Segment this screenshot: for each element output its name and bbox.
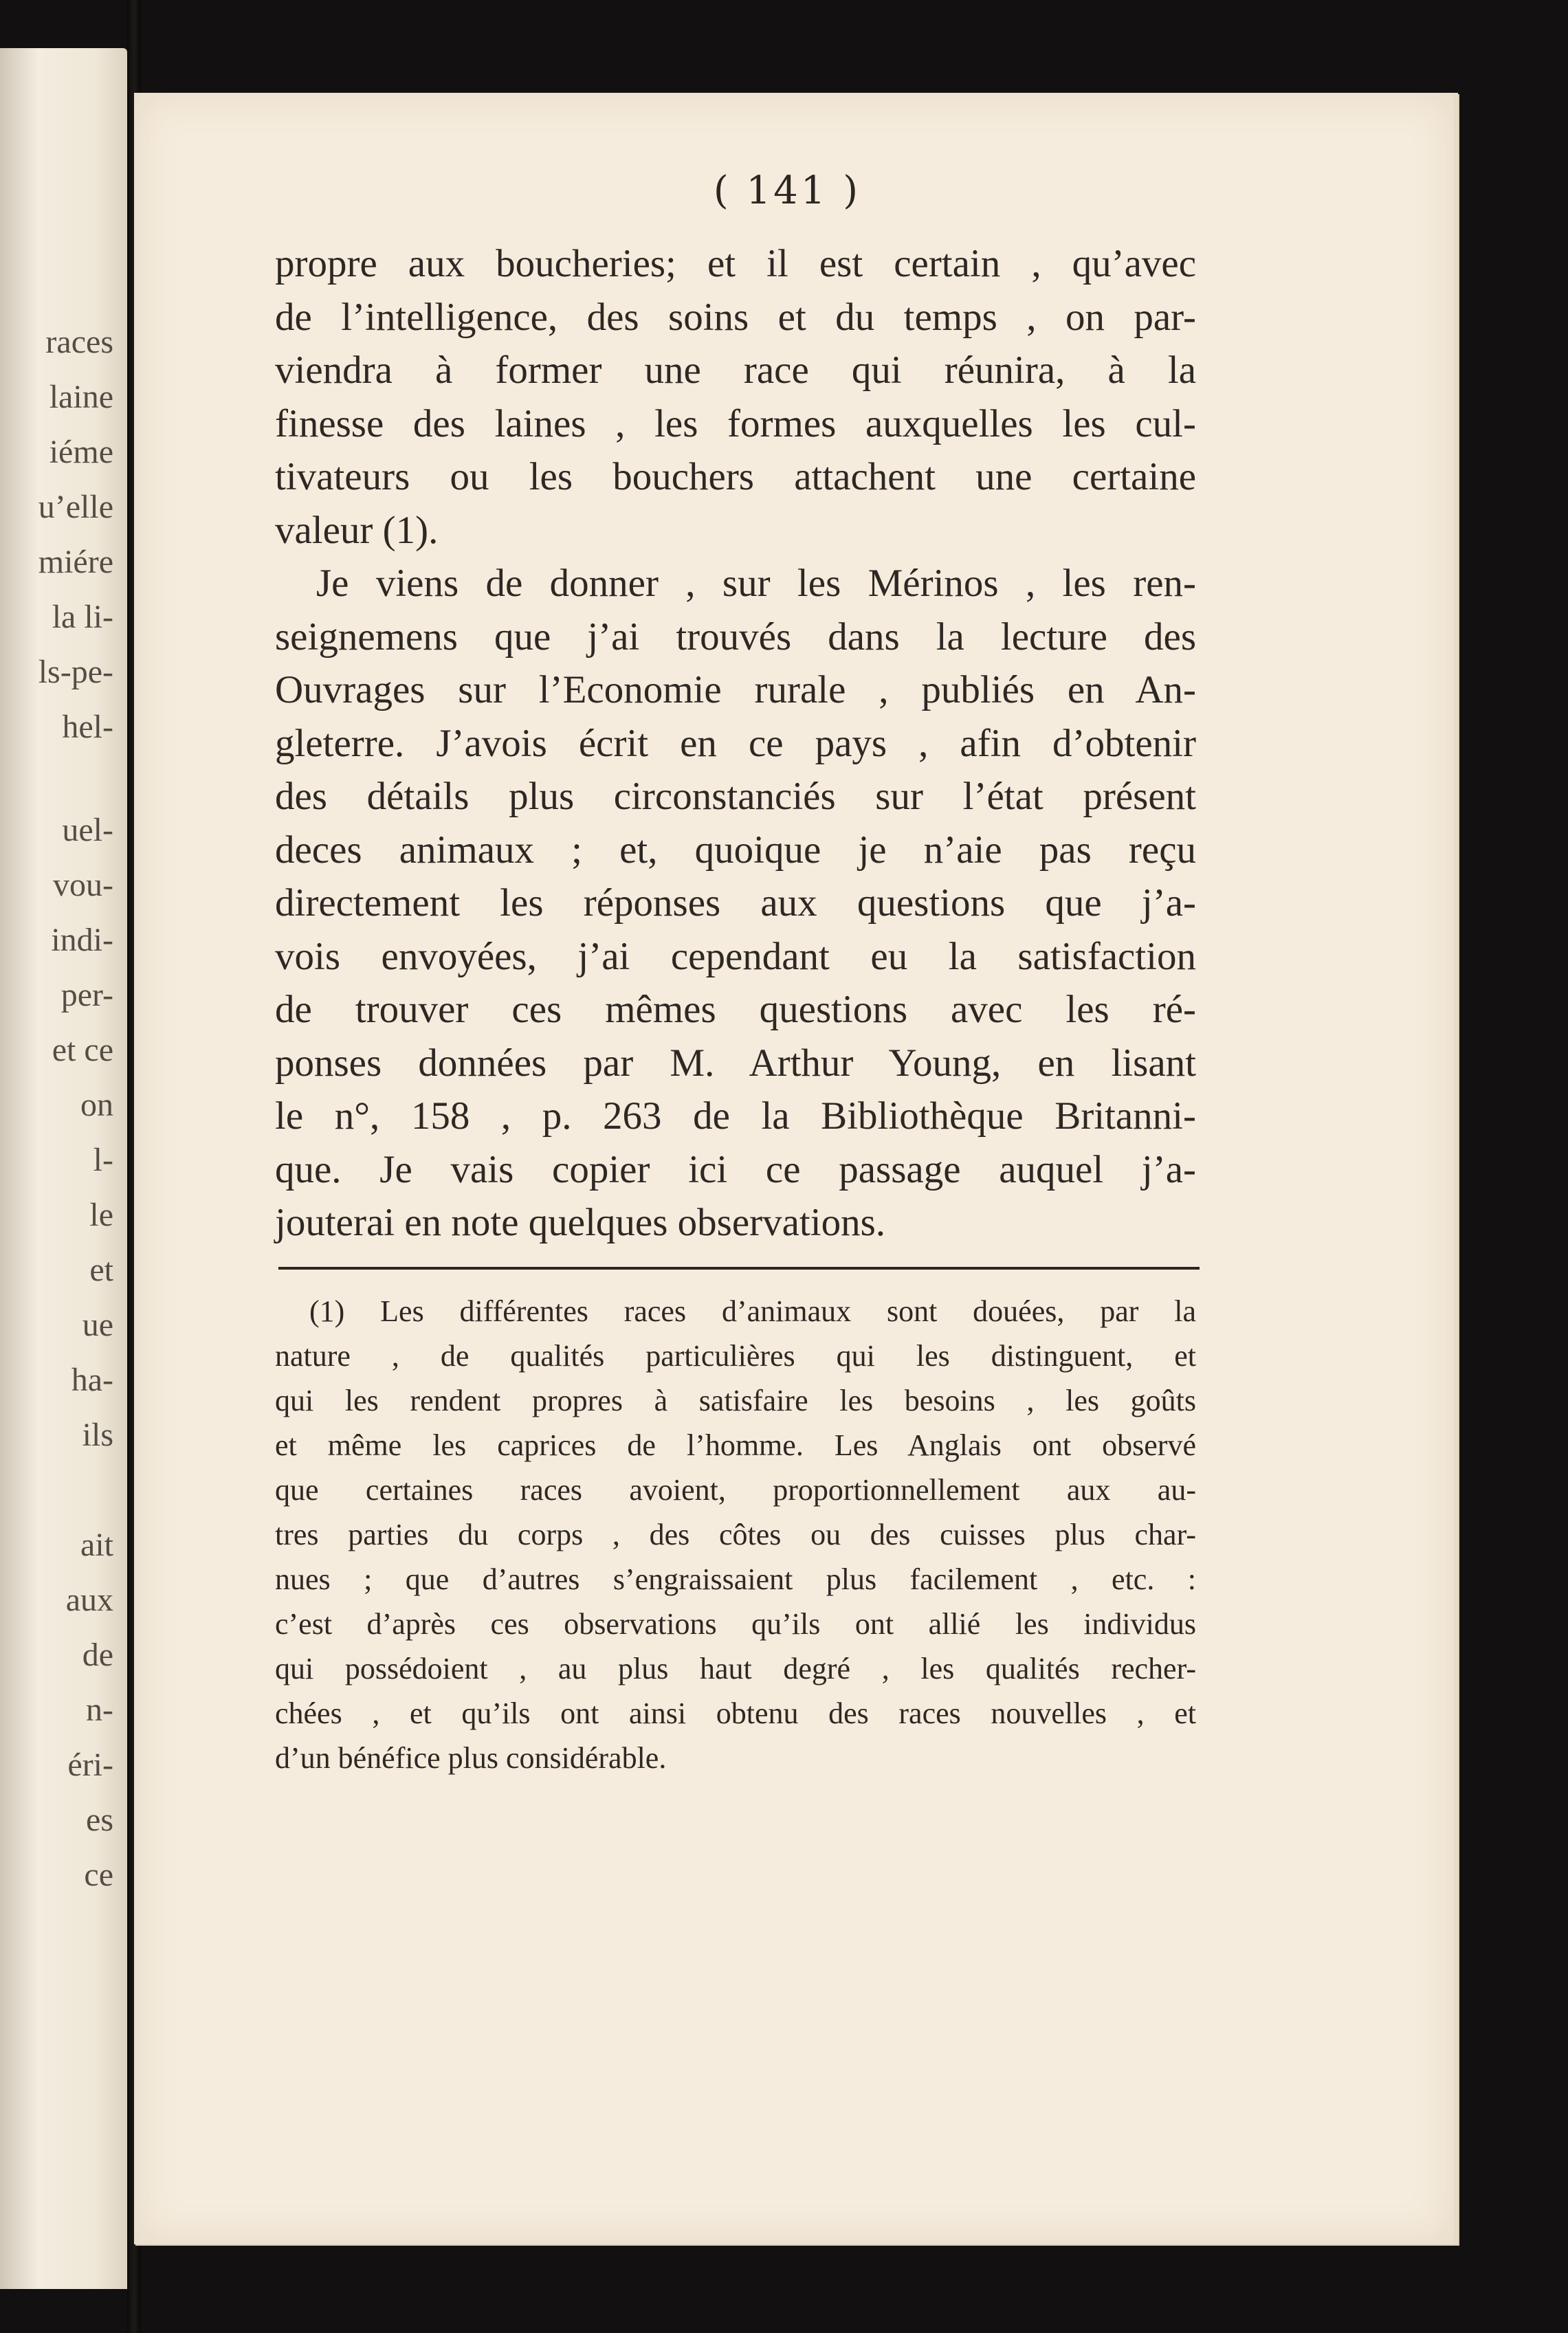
facing-fragment: on (80, 1087, 113, 1123)
book-page (134, 93, 1458, 2244)
facing-fragment: de (82, 1637, 113, 1673)
page-number: ( 141 ) (713, 168, 861, 213)
facing-fragment: u’elle (38, 489, 113, 525)
footnote-line: chées , et qu’ils ont ainsi obtenu des races nouvelles , et (275, 1696, 1196, 1730)
facing-fragment: es (86, 1802, 113, 1838)
body-line: Ouvrages sur l’Economie rurale , publiés en An- (275, 668, 1196, 711)
footnote-line: nues ; que d’autres s’engraissaient plus facilement , etc. : (275, 1562, 1196, 1596)
body-line: deces animaux ; et, quoique je n’aie pas reçu (275, 828, 1196, 872)
body-line: propre aux boucheries; et il est certain , qu’avec (275, 242, 1196, 285)
footnote-line: (1) Les différentes races d’animaux sont douées, par la (309, 1294, 1196, 1328)
body-line: finesse des laines , les formes auxquelles les cul- (275, 401, 1196, 445)
facing-fragment: le (89, 1197, 113, 1233)
facing-fragment: éri- (67, 1747, 113, 1783)
facing-fragment: hel- (62, 709, 113, 745)
footnote-line: qui les rendent propres à satisfaire les besoins , les goûts (275, 1384, 1196, 1417)
facing-fragment: ce (84, 1857, 113, 1893)
facing-fragment: n- (86, 1692, 113, 1728)
footnote-line: nature , de qualités particulières qui les distinguent, et (275, 1339, 1196, 1373)
body-line: directement les réponses aux questions que j’a- (275, 881, 1196, 925)
footnote-line: c’est d’après ces observations qu’ils ont allié les individus (275, 1607, 1196, 1641)
facing-fragment: uel- (62, 812, 113, 848)
facing-page-edge (0, 48, 127, 2289)
facing-fragment: ue (82, 1307, 113, 1343)
facing-fragment: ils (82, 1417, 113, 1453)
facing-fragment: et ce (52, 1032, 113, 1068)
body-line: jouterai en note quelques observations. (275, 1201, 886, 1244)
facing-fragment: aux (65, 1582, 113, 1618)
facing-fragment: miére (38, 544, 113, 580)
body-line: de trouver ces mêmes questions avec les ré- (275, 988, 1196, 1031)
footnote-line: tres parties du corps , des côtes ou des cuisses plus char- (275, 1518, 1196, 1551)
facing-fragment: vou- (53, 867, 113, 903)
body-text (275, 237, 1196, 1250)
facing-page-bleed-text (0, 48, 127, 2289)
facing-fragment: et (89, 1252, 113, 1288)
body-line: vois envoyées, j’ai cependant eu la satisfaction (275, 934, 1196, 978)
facing-fragment: ait (80, 1527, 113, 1563)
body-line: ponses données par M. Arthur Young, en lisant (275, 1041, 1196, 1085)
body-line: de l’intelligence, des soins et du temps , on par- (275, 295, 1196, 339)
facing-fragment: iéme (49, 434, 113, 470)
footnote-line: et même les caprices de l’homme. Les Anglais ont observé (275, 1428, 1196, 1462)
body-line: gleterre. J’avois écrit en ce pays , afin d’obtenir (275, 721, 1196, 765)
body-line: que. Je vais copier ici ce passage auquel j’a- (275, 1147, 1196, 1191)
footnote-line: que certaines races avoient, proportionnellement aux au- (275, 1473, 1196, 1507)
footnote-rule (278, 1267, 1200, 1270)
facing-fragment: l- (93, 1142, 113, 1178)
facing-fragment: ls-pe- (38, 654, 113, 690)
footnote (275, 1289, 1196, 1780)
footnote-line: d’un bénéfice plus considérable. (275, 1741, 667, 1775)
facing-fragment: per- (60, 977, 113, 1013)
body-line: seignemens que j’ai trouvés dans la lecture des (275, 615, 1196, 659)
facing-fragment: la li- (52, 599, 113, 635)
facing-fragment: indi- (51, 922, 113, 958)
body-line: valeur (1). (275, 508, 439, 552)
facing-fragment: ha- (71, 1362, 113, 1398)
facing-fragment: laine (49, 379, 113, 415)
body-line: des détails plus circonstanciés sur l’état présent (275, 775, 1196, 818)
paragraph-start: Je viens de donner , sur les Mérinos , les ren- (316, 562, 1196, 605)
body-line: tivateurs ou les bouchers attachent une certaine (275, 455, 1196, 498)
body-line: viendra à former une race qui réunira, à la (275, 349, 1196, 392)
body-line: le n°, 158 , p. 263 de la Bibliothèque Britanni- (275, 1094, 1196, 1138)
facing-fragment: races (45, 324, 113, 360)
footnote-line: qui possédoient , au plus haut degré , les qualités recher- (275, 1652, 1196, 1685)
